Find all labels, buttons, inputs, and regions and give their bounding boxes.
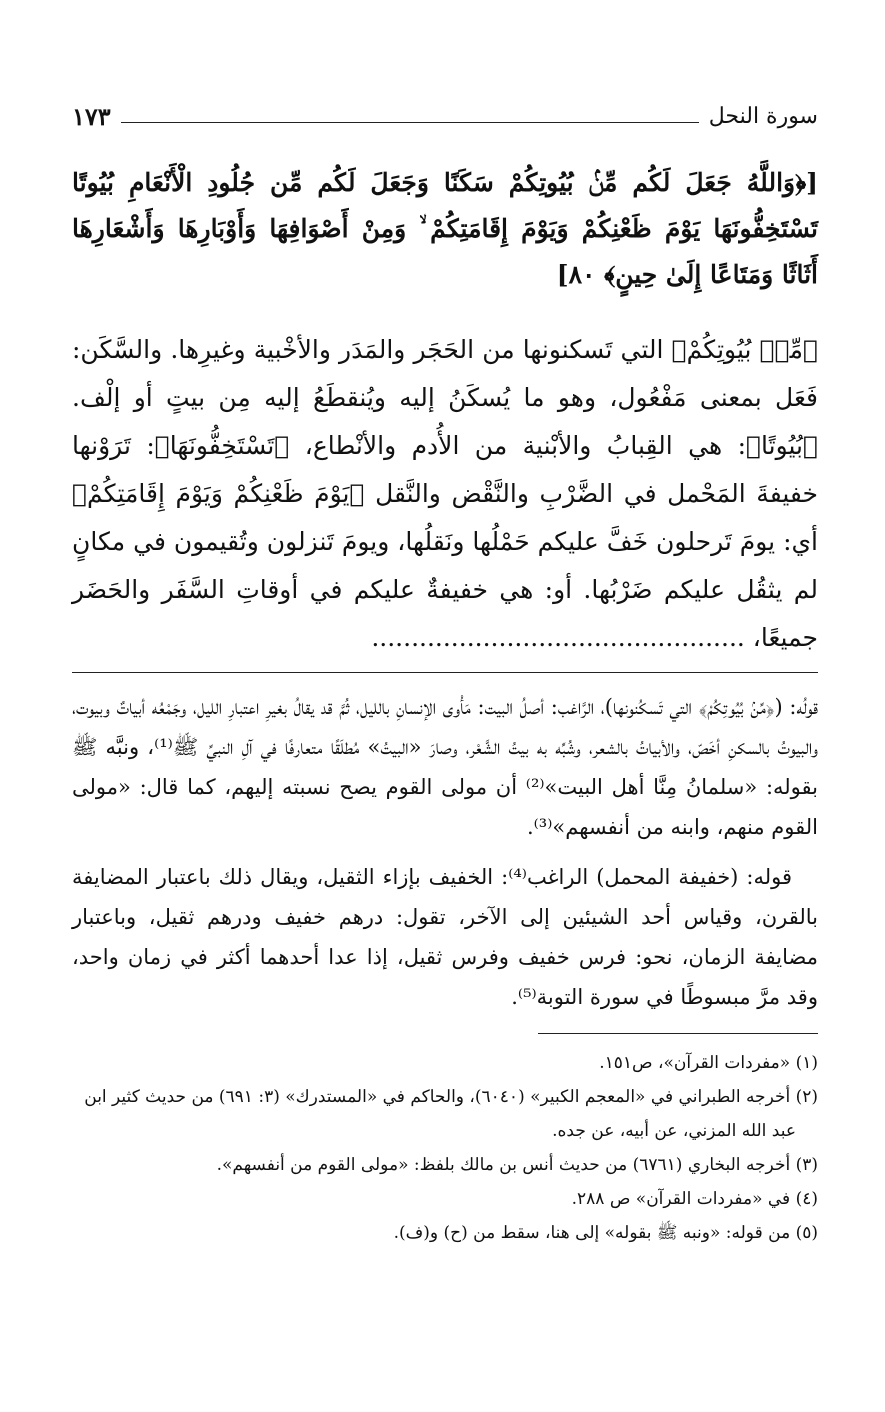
footnote-1: (١) «مفردات القرآن»، ص١٥١. bbox=[599, 1053, 818, 1073]
quran-verse: [﴿وَاللَّهُ جَعَلَ لَكُم مِّنۢ بُيُوتِكُمْ سَكَنًا وَجَعَلَ لَكُم مِّن جُلُودِ الْأَنْعَامِ بُيُوتًا تَسْتَخِفُّونَهَا يَوْمَ ظَعْنِكُمْ وَيَوْمَ إِقَامَتِكُمْ ۙ وَمِنْ أَصْوَافِهَا وَأَوْبَارِهَا وَأَشْعَارِهَا أَثَاثًا وَمَتَاعًا إِلَىٰ حِينٍ﴾ ٨٠] bbox=[72, 168, 818, 289]
footnote-2: (٢) أخرجه الطبراني في «المعجم الكبير» (٦٠٤٠)، والحاكم في «المستدرك» (٣: ٦٩١) من حديث كثير ابن عبد الله المزني، عن أبيه، عن جده. bbox=[84, 1087, 818, 1141]
tafsir-text bbox=[72, 326, 818, 662]
commentary-section bbox=[72, 687, 818, 1017]
footnote-4: (٤) في «مفردات القرآن» ص ٢٨٨. bbox=[571, 1189, 818, 1209]
commentary-paragraph-1: قولُه: (﴿مِّنۢ بُيُوتِكُمْ﴾ التي تَسكُنونها)، الرَّاغب: أصلُ البيت: مَأْوى الإنسانِ بالليل، ثُمَّ قد يقالُ بغيرِ اعتبارِ الليل، وجَمْعُه أبياتٌ وبيوت، والبيوتُ بالسكنِ أخَصّ، والأبياتُ بالشعر، وشُبِّه به بيتُ الشَّعْر، وصارَ «البيتُ» مُطلَقًا متعارفًا في آلِ النبيِّ ﷺ⁽¹⁾، ونبَّه ﷺ بقوله: «سلمانُ مِنَّا أهل البيت»⁽²⁾ أن مولى القوم يصح نسبته إليهم، كما قال: «مولى القوم منهم، وابنه من أنفسهم»⁽³⁾. bbox=[71, 695, 818, 839]
continuation-dots: ............................................... bbox=[371, 623, 745, 652]
section-divider bbox=[72, 672, 818, 673]
surah-title: سورة النحل bbox=[708, 103, 818, 129]
footnote-3: (٣) أخرجه البخاري (٦٧٦١) من حديث أنس بن مالك بلفظ: «مولى القوم من أنفسهم». bbox=[216, 1155, 818, 1175]
tafsir-paragraph bbox=[72, 326, 818, 662]
footnote-5: (٥) من قوله: «ونبه ﷺ بقوله» إلى هنا، سقط من (ح) و(ف). bbox=[393, 1223, 818, 1243]
book-page bbox=[72, 96, 818, 1326]
footnotes bbox=[72, 1046, 818, 1250]
tafsir-body: ﴿مِّنۢ بُيُوتِكُمْ﴾ التي تَسكنونها من الحَجَر والمَدَر والأخْبية وغيرِها. والسَّكَن: فَعَل بمعنى مَفْعُول، وهو ما يُسكَنُ إليه ويُنقطَعُ إليه مِن بيتٍ أو إلْف. ﴿بُيُوتًا﴾: هي القِبابُ والأبْنية من الأُدم والأنْطاع، ﴿تَسْتَخِفُّونَهَا﴾: تَرَوْنها خفيفةَ المَحْمل في الضَّرْبِ والنَّقْض والنَّقل ﴿يَوْمَ ظَعْنِكُمْ وَيَوْمَ إِقَامَتِكُمْ﴾ أي: يومَ تَرحلون خَفَّ عليكم حَمْلُها ونَقلُها، ويومَ تَنزلون وتُقيمون في مكانٍ لم يثقُل عليكم ضَرْبُها. أو: هي خفيفةٌ عليكم في أوقاتِ السَّفَر والحَضَر جميعًا، bbox=[72, 335, 818, 652]
page-header bbox=[72, 96, 818, 136]
commentary-paragraph-2: قوله: (خفيفة المحمل) الراغب⁽⁴⁾: الخفيف بإزاء الثقيل، ويقال ذلك باعتبار المضايفة بالقرن، وقياس أحد الشيئين إلى الآخر، تقول: درهم خفيف ودرهم ثقيل، وباعتبار مضايفة الزمان، نحو: فرس خفيف وفرس ثقيل، إذا عدا أحدهما أكثر في زمان واحد، وقد مرَّ مبسوطًا في سورة التوبة⁽⁵⁾. bbox=[72, 865, 818, 1009]
header-rule bbox=[121, 122, 699, 123]
footnote-rule bbox=[538, 1033, 818, 1034]
page-number: ١٧٣ bbox=[72, 101, 111, 131]
